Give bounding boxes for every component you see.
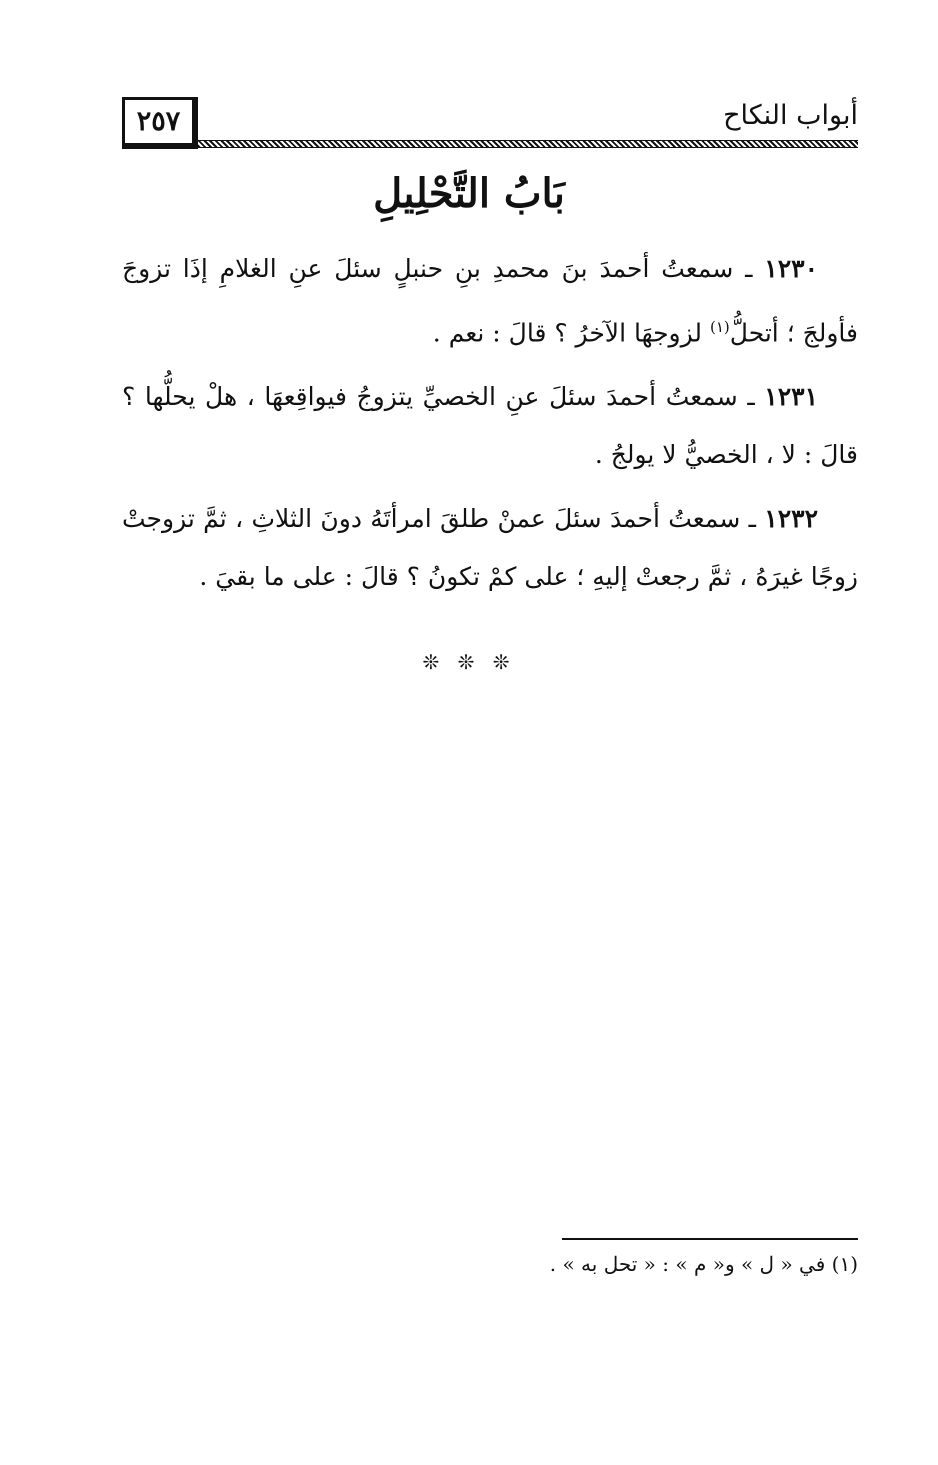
header-rule [198, 140, 858, 148]
entry-number: ١٢٣١ [764, 382, 818, 412]
running-head: أبواب النكاح [723, 100, 858, 131]
entry-dash: ـ [745, 254, 753, 283]
main-text [122, 240, 858, 612]
entry-number: ١٢٣٠ [764, 254, 819, 283]
entry-dash: ـ [747, 382, 755, 412]
entry-text: سمعتُ أحمدَ سئلَ عنِ الخصيِّ يتزوجُ فيواقِعهَا ، هلْ يحلُّها ؟ قالَ : لا ، الخصيُّ لا يولجُ . [122, 382, 858, 470]
page-number [122, 97, 198, 149]
entry-1232 [122, 490, 858, 606]
entry-text-continued: لزوجهَا الآخرُ ؟ قالَ : نعم . [432, 318, 703, 348]
chapter-title: بَابُ التَّحْلِيلِ [373, 170, 565, 217]
entry-1231 [122, 368, 858, 484]
entry-text: سمعتُ أحمدَ سئلَ عمنْ طلقَ امرأتَهُ دونَ الثلاثِ ، ثمَّ تزوجتْ زوجًا غيرَهُ ، ثمَّ رجعتْ إليهِ ؛ على كمْ تكونُ ؟ قالَ : على ما بقيَ . [122, 504, 858, 592]
footnote-rule [562, 1238, 858, 1240]
footnote-reference[interactable]: (١) [710, 318, 730, 336]
section-separator: ❊ ❊ ❊ [422, 650, 516, 674]
entry-text: سمعتُ أحمدَ بنَ محمدِ بنِ حنبلٍ سئلَ عنِ الغلامِ إذَا تزوجَ فأولجَ ؛ أتحلُّ [122, 254, 858, 348]
entry-dash: ـ [748, 504, 756, 534]
entry-number: ١٢٣٢ [764, 504, 818, 534]
footnote: (١) في « ل » و« م » : « تحل به » . [549, 1252, 858, 1276]
entry-1230 [122, 240, 858, 362]
page-number-text: ٢٥٧ [136, 106, 181, 137]
